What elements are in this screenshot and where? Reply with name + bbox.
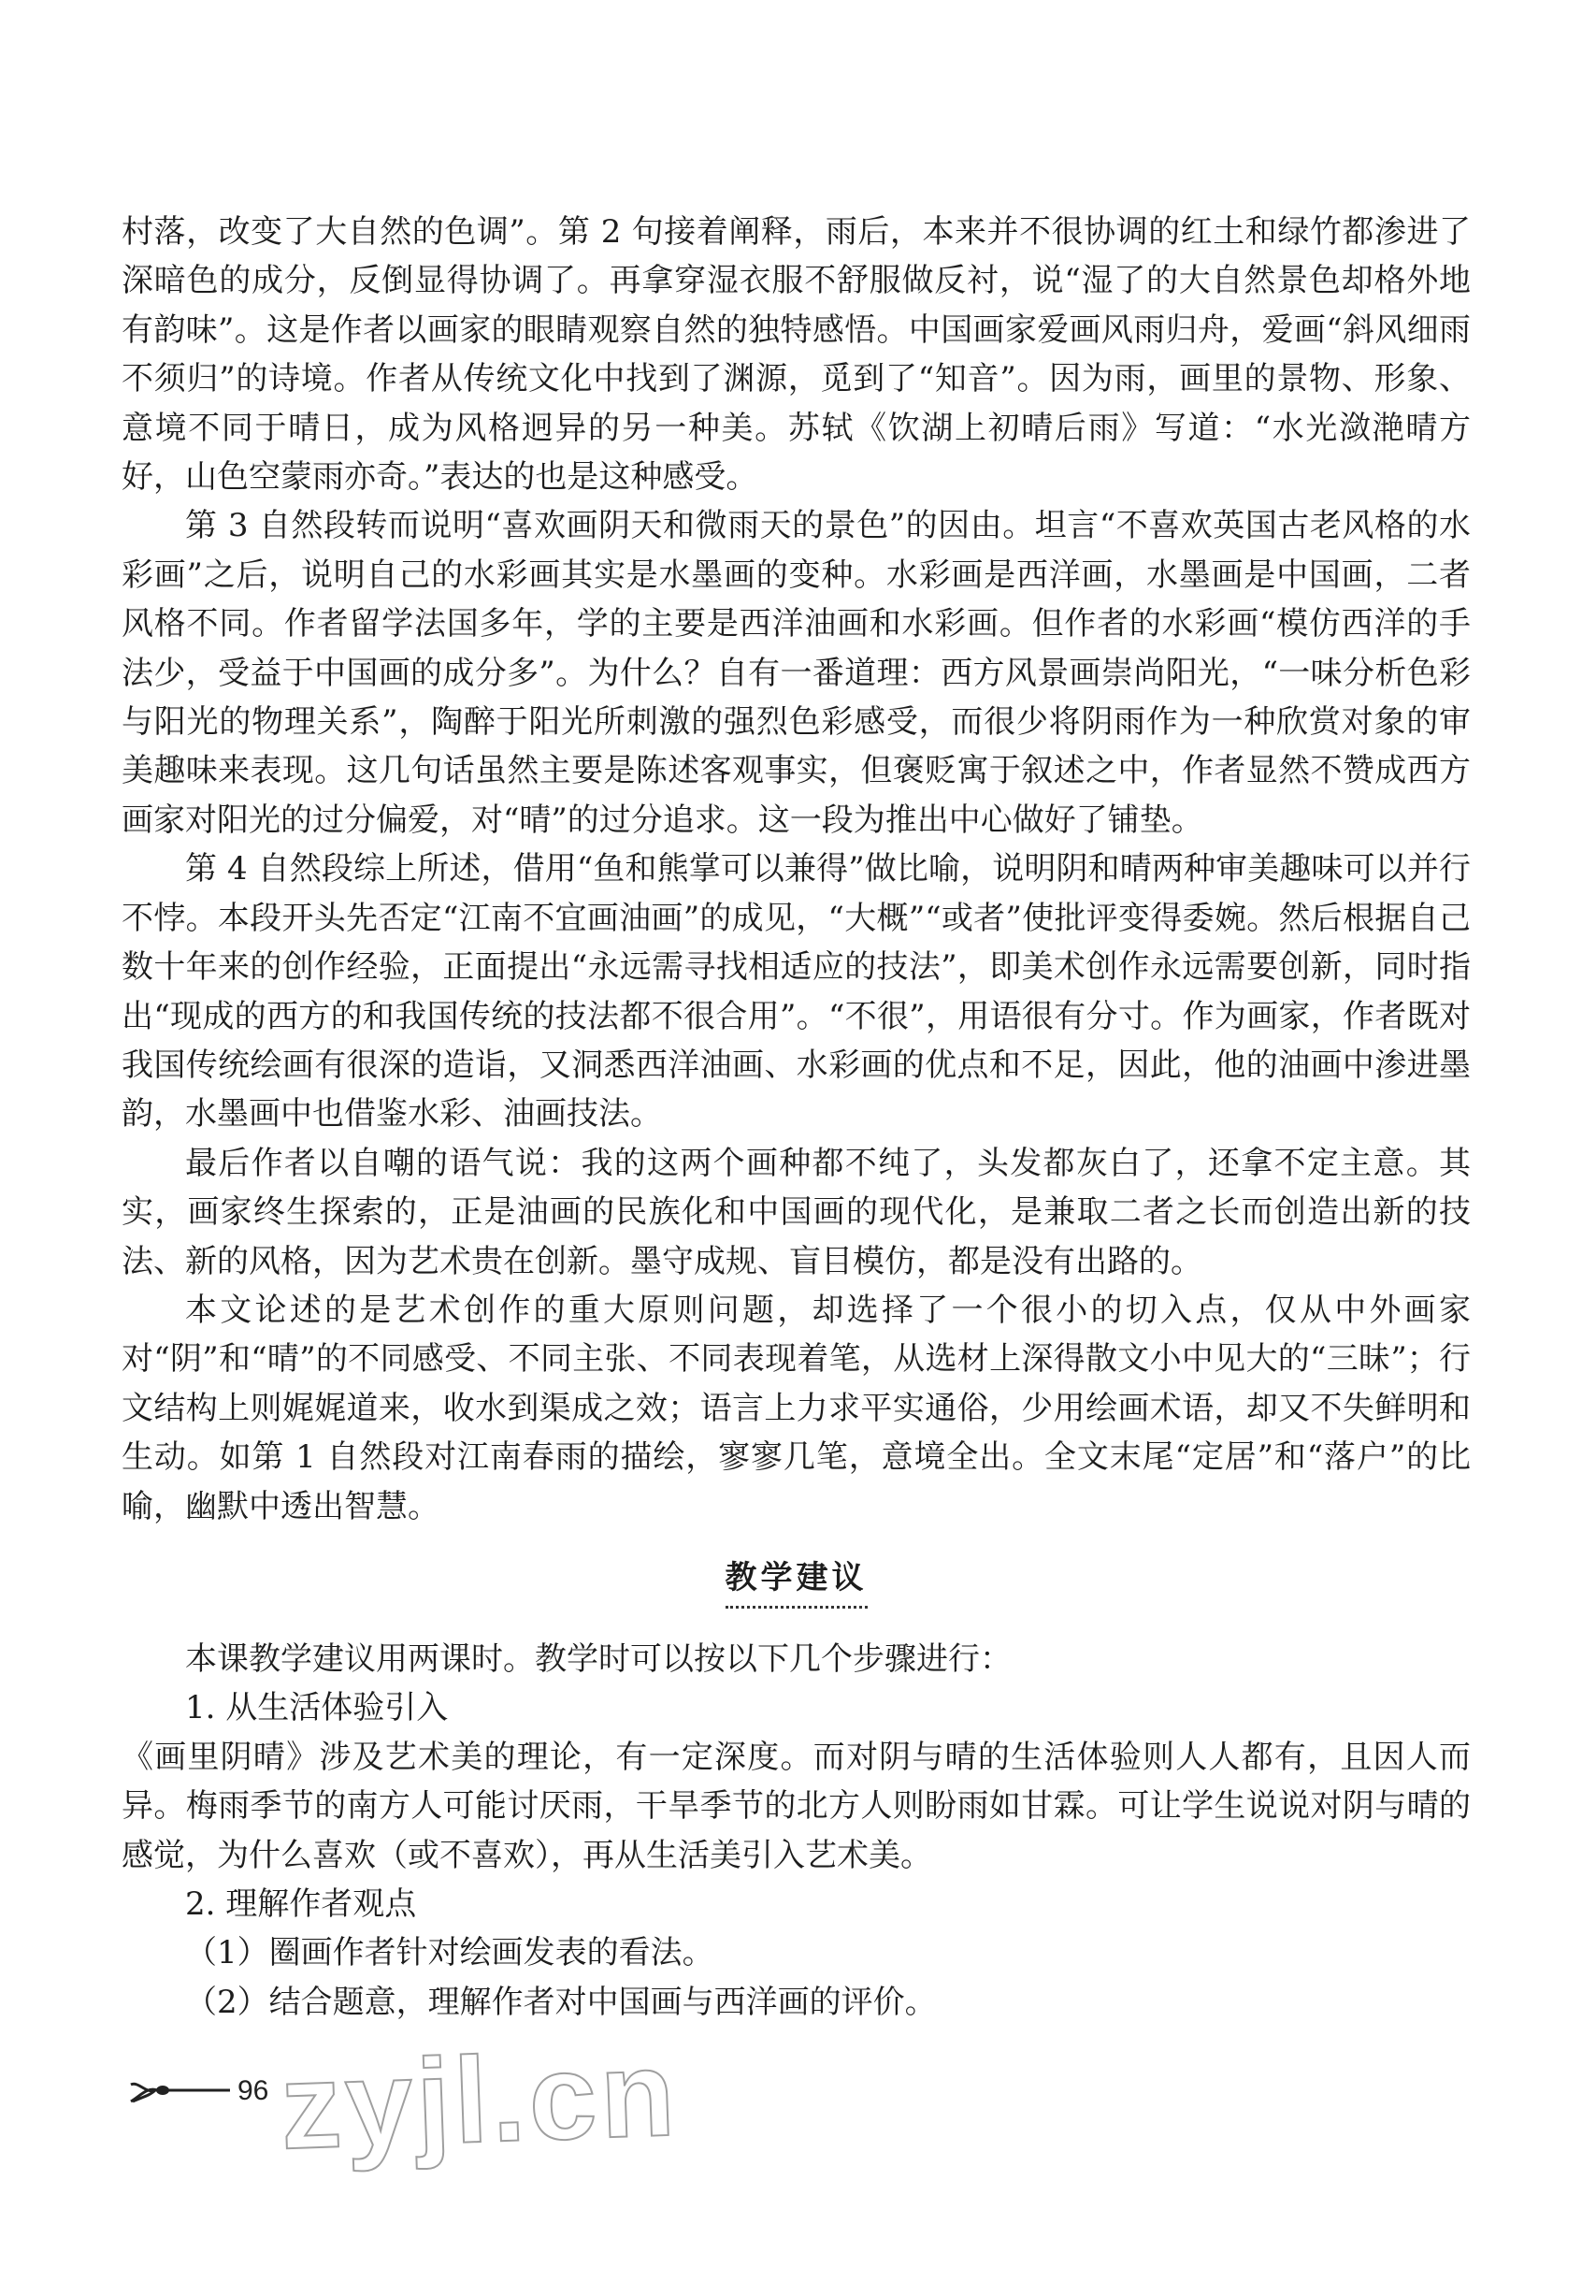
paragraph-1: 村落，改变了大自然的色调”。第 2 句接着阐释，雨后，本来并不很协调的红土和绿竹都渗进了深暗色的成分，反倒显得协调了。再拿穿湿衣服不舒服做反衬，说“湿了的大自然景色却格外地有韵味”。这是作者以画家的眼睛观察自然的独特感悟。中国画家爱画风雨归舟，爱画“斜风细雨不须归”的诗境。作者从传统文化中找到了渊源，觅到了“知音”。因为雨，画里的景物、形象、意境不同于晴日，成为风格迥异的另一种美。苏轼《饮湖上初晴后雨》写道：“水光潋滟晴方好，山色空蒙雨亦奇。”表达的也是这种感受。: [122, 213, 1471, 497]
brush-pen-icon: [129, 2077, 232, 2105]
paragraph-3: 第 4 自然段综上所述，借用“鱼和熊掌可以兼得”做比喻，说明阴和晴两种审美趣味可以并行不悖。本段开头先否定“江南不宜画油画”的成见，“大概”“或者”使批评变得委婉。然后根据自己数十年来的创作经验，正面提出“永远需寻找相适应的技法”，即美术创作永远需要创新，同时指出“现成的西方的和我国传统的技法都不很合用”。“不很”，用语很有分寸。作为画家，作者既对我国传统绘画有很深的造诣，又洞悉西洋油画、水彩画的优点和不足，因此，他的油画中渗进墨韵，水墨画中也借鉴水彩、油画技法。: [122, 850, 1471, 1134]
page-number: 96: [237, 2075, 269, 2106]
page-content: [122, 208, 1471, 2027]
step-1-body: 《画里阴晴》涉及艺术美的理论，有一定深度。而对阴与晴的生活体验则人人都有，且因人而异。梅雨季节的南方人可能讨厌雨，干旱季节的北方人则盼雨如甘霖。可让学生说说对阴与晴的感觉，为什么喜欢（或不喜欢），再从生活美引入艺术美。: [122, 1738, 1471, 1874]
page-footer: [129, 2072, 268, 2110]
watermark-text: zyjl.cn: [278, 2024, 681, 2175]
paragraph-4: 最后作者以自嘲的语气说：我的这两个画种都不纯了，头发都灰白了，还拿不定主意。其实，画家终生探索的，正是油画的民族化和中国画的现代化，是兼取二者之长而创造出新的技法、新的风格，因为艺术贵在创新。墨守成规、盲目模仿，都是没有出路的。: [122, 1144, 1471, 1280]
paragraph-2: 第 3 自然段转而说明“喜欢画阴天和微雨天的景色”的因由。坦言“不喜欢英国古老风格的水彩画”之后，说明自己的水彩画其实是水墨画的变种。水彩画是西洋画，水墨画是中国画，二者风格不同。作者留学法国多年，学的主要是西洋油画和水彩画。但作者的水彩画“模仿西洋的手法少，受益于中国画的成分多”。为什么？自有一番道理：西方风景画崇尚阳光，“一味分析色彩与阳光的物理关系”，陶醉于阳光所刺激的强烈色彩感受，而很少将阴雨作为一种欣赏对象的审美趣味来表现。这几句话虽然主要是陈述客观事实，但褒贬寓于叙述之中，作者显然不赞成西方画家对阳光的过分偏爱，对“晴”的过分追求。这一段为推出中心做好了铺垫。: [122, 507, 1471, 839]
step-2-title: 2. 理解作者观点: [185, 1885, 417, 1923]
step-1-title: 1. 从生活体验引入: [185, 1689, 449, 1727]
teaching-intro: 本课教学建议用两课时。教学时可以按以下几个步骤进行：: [185, 1639, 1012, 1678]
step-2-item-2: （2）结合题意，理解作者对中国画与西洋画的评价。: [185, 1983, 937, 2021]
step-2-item-1: （1）圈画作者针对绘画发表的看法。: [185, 1934, 714, 1972]
paragraph-5: 本文论述的是艺术创作的重大原则问题，却选择了一个很小的切入点，仅从中外画家对“阴”和“晴”的不同感受、不同主张、不同表现着笔，从选材上深得散文小中见大的“三昧”；行文结构上则娓娓道来，收水到渠成之效；语言上力求平实通俗，少用绘画术语，却又不失鲜明和生动。如第 1 自然段对江南春雨的描绘，寥寥几笔，意境全出。全文末尾“定居”和“落户”的比喻，幽默中透出智慧。: [122, 1291, 1471, 1525]
section-title: 教学建议: [726, 1557, 868, 1609]
section-heading: [122, 1557, 1471, 1609]
